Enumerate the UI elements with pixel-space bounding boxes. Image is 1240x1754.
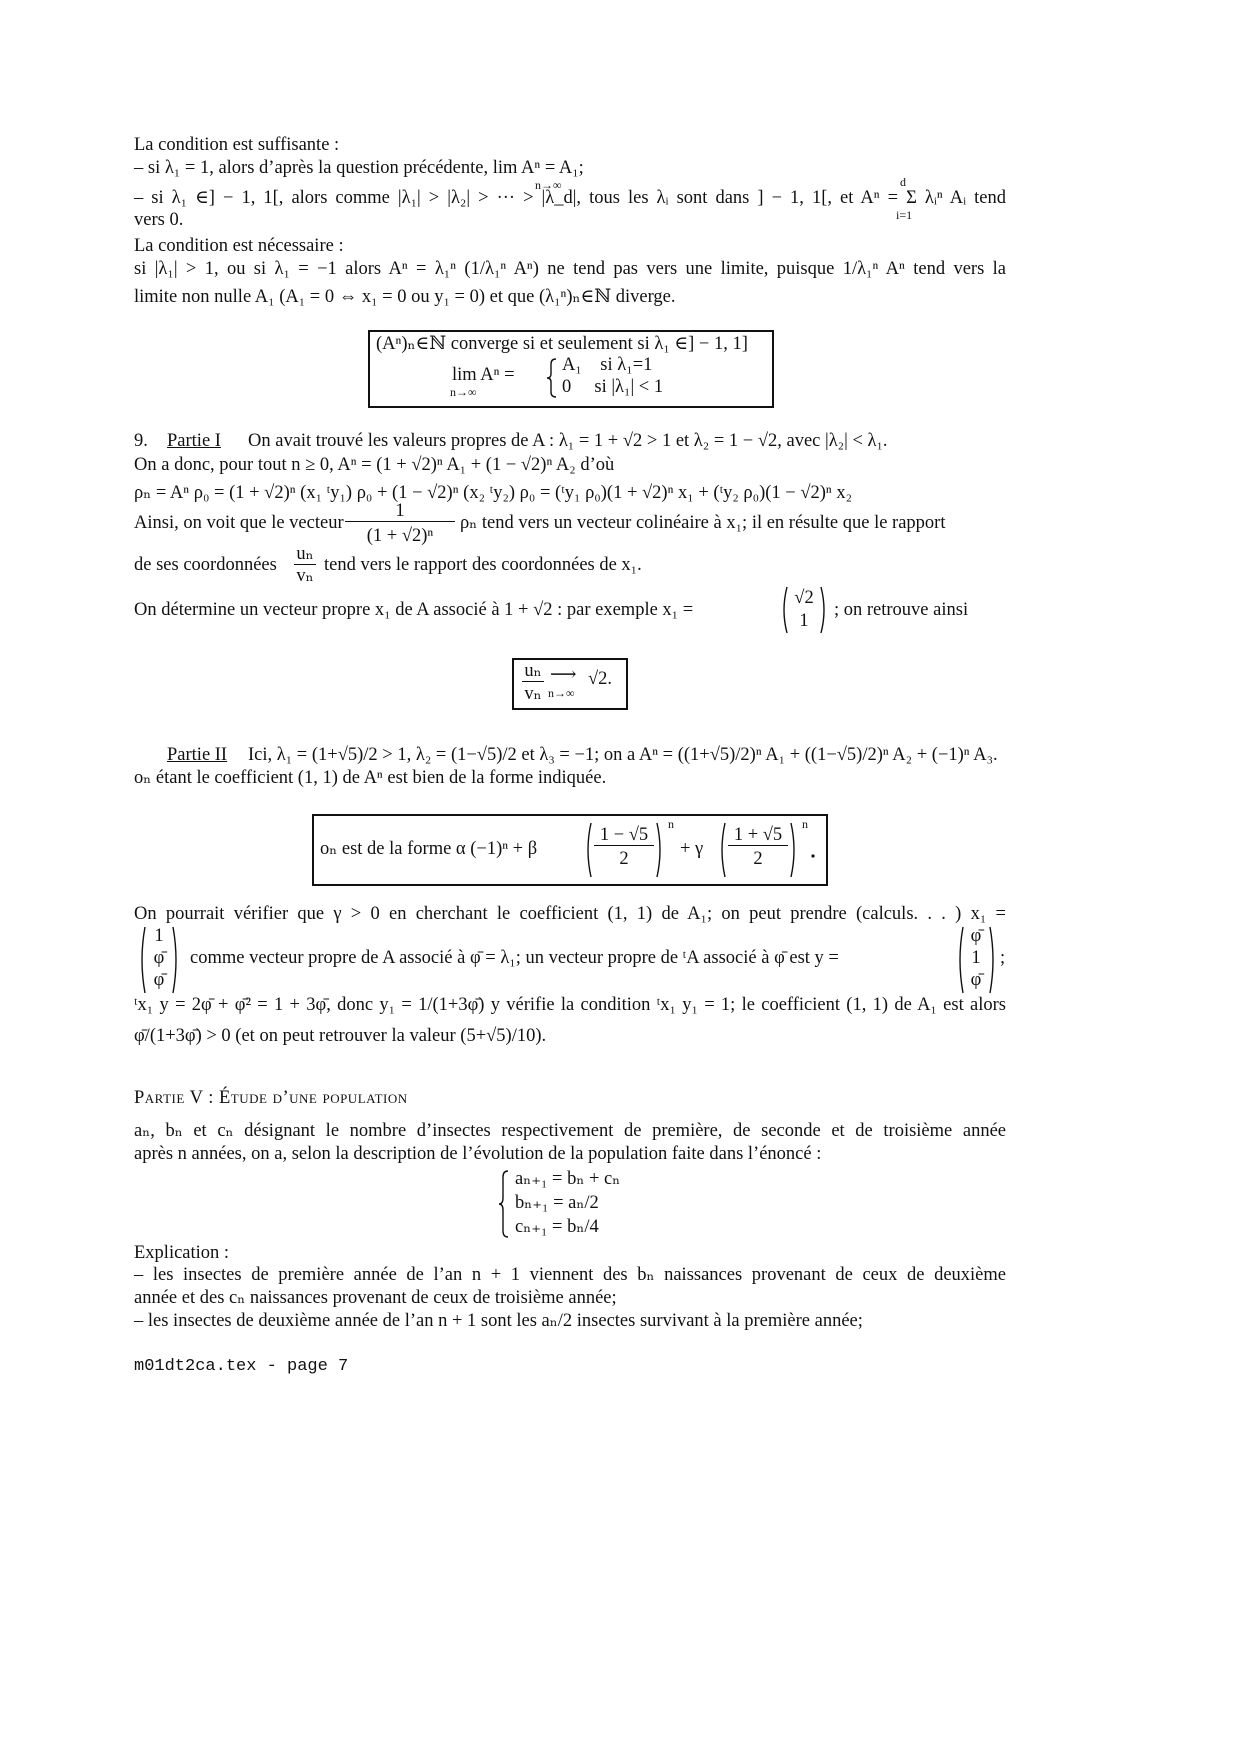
text-line: On a donc, pour tout n ≥ 0, Aⁿ = (1 + √2)ⁿ A₁ + (1 − √2)ⁿ A₂ d’où — [134, 455, 615, 475]
fraction-den: 2 — [619, 849, 629, 869]
text-line: année et des cₙ naissances provenant de ceux de troisième année; — [134, 1288, 617, 1308]
sum-subscript: i=1 — [896, 208, 913, 222]
fraction-den: vₙ — [296, 566, 314, 586]
paren-icon — [656, 822, 664, 878]
text-line: – si λ₁ ∈] − 1, 1[, alors comme |λ₁| > |λ₂| > ··· > |λ_d|, tous les λᵢ sont dans ] − 1, 1[, et Aⁿ = Σ λᵢⁿ Aᵢ tend — [134, 188, 1006, 208]
text-line: – les insectes de deuxième année de l’an n + 1 sont les aₙ/2 insectes survivant à la première année; — [134, 1311, 863, 1331]
fraction-num: 1 — [345, 502, 455, 522]
paren-icon — [956, 926, 964, 994]
case-line: A₁ si λ₁=1 — [562, 355, 653, 375]
arrow-icon: ⟶ — [550, 665, 577, 685]
text-line: La condition est nécessaire : — [134, 236, 344, 256]
paren-left-icon — [780, 586, 788, 634]
box-text: (Aⁿ)ₙ∈ℕ converge si et seulement si λ₁ ∈] − 1, 1] — [376, 334, 748, 354]
text-line: ᵗx₁ y = 2φ̄ + φ̄² = 1 + 3φ̄, donc y₁ = 1/(1+3φ̄) y vérifie la condition ᵗx₁ y₁ = 1; le coefficient (1, 1) de A₁ est alors — [134, 995, 1006, 1015]
text-line: ; — [1000, 948, 1006, 968]
brace-icon — [546, 358, 558, 398]
fraction-num: 1 − √5 — [594, 826, 654, 846]
paren-icon — [584, 822, 592, 878]
vector-entry: φ̄ — [153, 970, 165, 990]
text-line: vers 0. — [134, 210, 184, 230]
vector-entry: 1 — [154, 926, 164, 946]
question-number: 9. — [134, 431, 148, 451]
text-line: Explication : — [134, 1243, 230, 1263]
paren-icon — [172, 926, 180, 994]
result-box — [368, 330, 774, 408]
fraction-num: uₙ — [522, 662, 544, 682]
brace-icon — [498, 1170, 510, 1238]
text-line: aₙ, bₙ et cₙ désignant le nombre d’insectes respectivement de première, de seconde et de troisième année — [134, 1121, 1006, 1141]
vector-entry: φ̄ — [970, 926, 982, 946]
case-line: 0 si |λ₁| < 1 — [562, 377, 664, 397]
part-label: Partie I — [167, 431, 221, 451]
text-line: – les insectes de première année de l’an n + 1 viennent des bₙ naissances provenant de ceux de deuxième — [134, 1265, 1006, 1285]
vector-entry: φ̄ — [970, 970, 982, 990]
exponent: n — [802, 817, 808, 831]
text-line: On pourrait vérifier que γ > 0 en cherchant le coefficient (1, 1) de A₁; on peut prendre (calculs. . . ) x₁ = — [134, 904, 1006, 924]
equation-line: aₙ₊₁ = bₙ + cₙ — [515, 1169, 621, 1189]
fraction-den: 2 — [753, 849, 763, 869]
fraction-den: vₙ — [524, 684, 542, 704]
arrow-sub: n→∞ — [548, 686, 575, 700]
limit-value: √2. — [588, 669, 613, 689]
paren-icon — [790, 822, 798, 878]
box-limit: lim Aⁿ = — [452, 365, 515, 385]
result-box — [312, 814, 828, 886]
text-line: φ̄/(1+3φ̄) > 0 (et on peut retrouver la valeur (5+√5)/10). — [134, 1026, 547, 1046]
box-text: oₙ est de la forme α (−1)ⁿ + β — [320, 839, 538, 859]
text-line: ρₙ = Aⁿ ρ₀ = (1 + √2)ⁿ (x₁ ᵗy₁) ρ₀ + (1 − √2)ⁿ (x₂ ᵗy₂) ρ₀ = (ᵗy₁ ρ₀)(1 + √2)ⁿ x₁ + (ᵗy₂ ρ₀)(1 − √2)ⁿ x₂ — [134, 483, 853, 503]
text-line: limite non nulle A₁ (A₁ = 0 ⇔ x₁ = 0 ou y₁ = 0) et que (λ₁ⁿ)ₙ∈ℕ diverge. — [134, 287, 676, 307]
text-line: ρₙ tend vers un vecteur colinéaire à x₁; il en résulte que le rapport — [460, 513, 946, 533]
paren-right-icon — [820, 586, 828, 634]
limit-subscript: n→∞ — [535, 178, 562, 192]
part-label: Partie II — [167, 745, 228, 765]
exponent: n — [668, 817, 674, 831]
text-line: On avait trouvé les valeurs propres de A : λ₁ = 1 + √2 > 1 et λ₂ = 1 − √2, avec |λ₂| < λ₁. — [248, 431, 888, 451]
text-line: On détermine un vecteur propre x₁ de A associé à 1 + √2 : par exemple x₁ = — [134, 600, 694, 620]
result-box — [512, 658, 628, 710]
text-line: après n années, on a, selon la description de l’évolution de la population faite dans l’énoncé : — [134, 1144, 822, 1164]
equation-line: bₙ₊₁ = aₙ/2 — [515, 1193, 599, 1213]
vector-entry: √2 — [794, 588, 814, 608]
sum-superscript: d — [900, 175, 906, 189]
period-mark — [811, 854, 815, 858]
text-line: – si λ₁ = 1, alors d’après la question précédente, lim Aⁿ = A₁; — [134, 158, 584, 178]
box-limit-sub: n→∞ — [450, 385, 477, 399]
vector-entry: 1 — [799, 611, 809, 631]
text-line: tend vers le rapport des coordonnées de x₁. — [324, 555, 642, 575]
text-line: oₙ étant le coefficient (1, 1) de Aⁿ est bien de la forme indiquée. — [134, 768, 607, 788]
vector-entry: 1 — [971, 948, 981, 968]
box-text: + γ — [680, 839, 704, 859]
text-line: comme vecteur propre de A associé à φ̄ = λ₁; un vecteur propre de ᵗA associé à φ̄ est y = — [190, 948, 839, 968]
equation-line: cₙ₊₁ = bₙ/4 — [515, 1217, 599, 1237]
fraction-num: uₙ — [294, 545, 316, 565]
text-line: La condition est suffisante : — [134, 135, 340, 155]
vector-entry: φ̄ — [153, 948, 165, 968]
paren-icon — [718, 822, 726, 878]
page-footer: m01dt2ca.tex - page 7 — [134, 1357, 349, 1376]
text-line: Ainsi, on voit que le vecteur — [134, 513, 344, 533]
text-line: Ici, λ₁ = (1+√5)/2 > 1, λ₂ = (1−√5)/2 et λ₃ = −1; on a Aⁿ = ((1+√5)/2)ⁿ A₁ + ((1−√5)/2)ⁿ A₂ + (−1)ⁿ A₃. — [248, 745, 998, 765]
text-line: de ses coordonnées — [134, 555, 277, 575]
text-line: ; on retrouve ainsi — [834, 600, 969, 620]
text-line: si |λ₁| > 1, ou si λ₁ = −1 alors Aⁿ = λ₁ⁿ (1/λ₁ⁿ Aⁿ) ne tend pas vers une limite, puisque 1/λ₁ⁿ Aⁿ tend vers la — [134, 259, 1006, 279]
fraction-num: 1 + √5 — [728, 826, 788, 846]
section-heading: Partie V : Étude d’une population — [134, 1088, 408, 1108]
fraction-den: (1 + √2)ⁿ — [366, 526, 434, 546]
paren-icon — [989, 926, 997, 994]
paren-icon — [138, 926, 146, 994]
